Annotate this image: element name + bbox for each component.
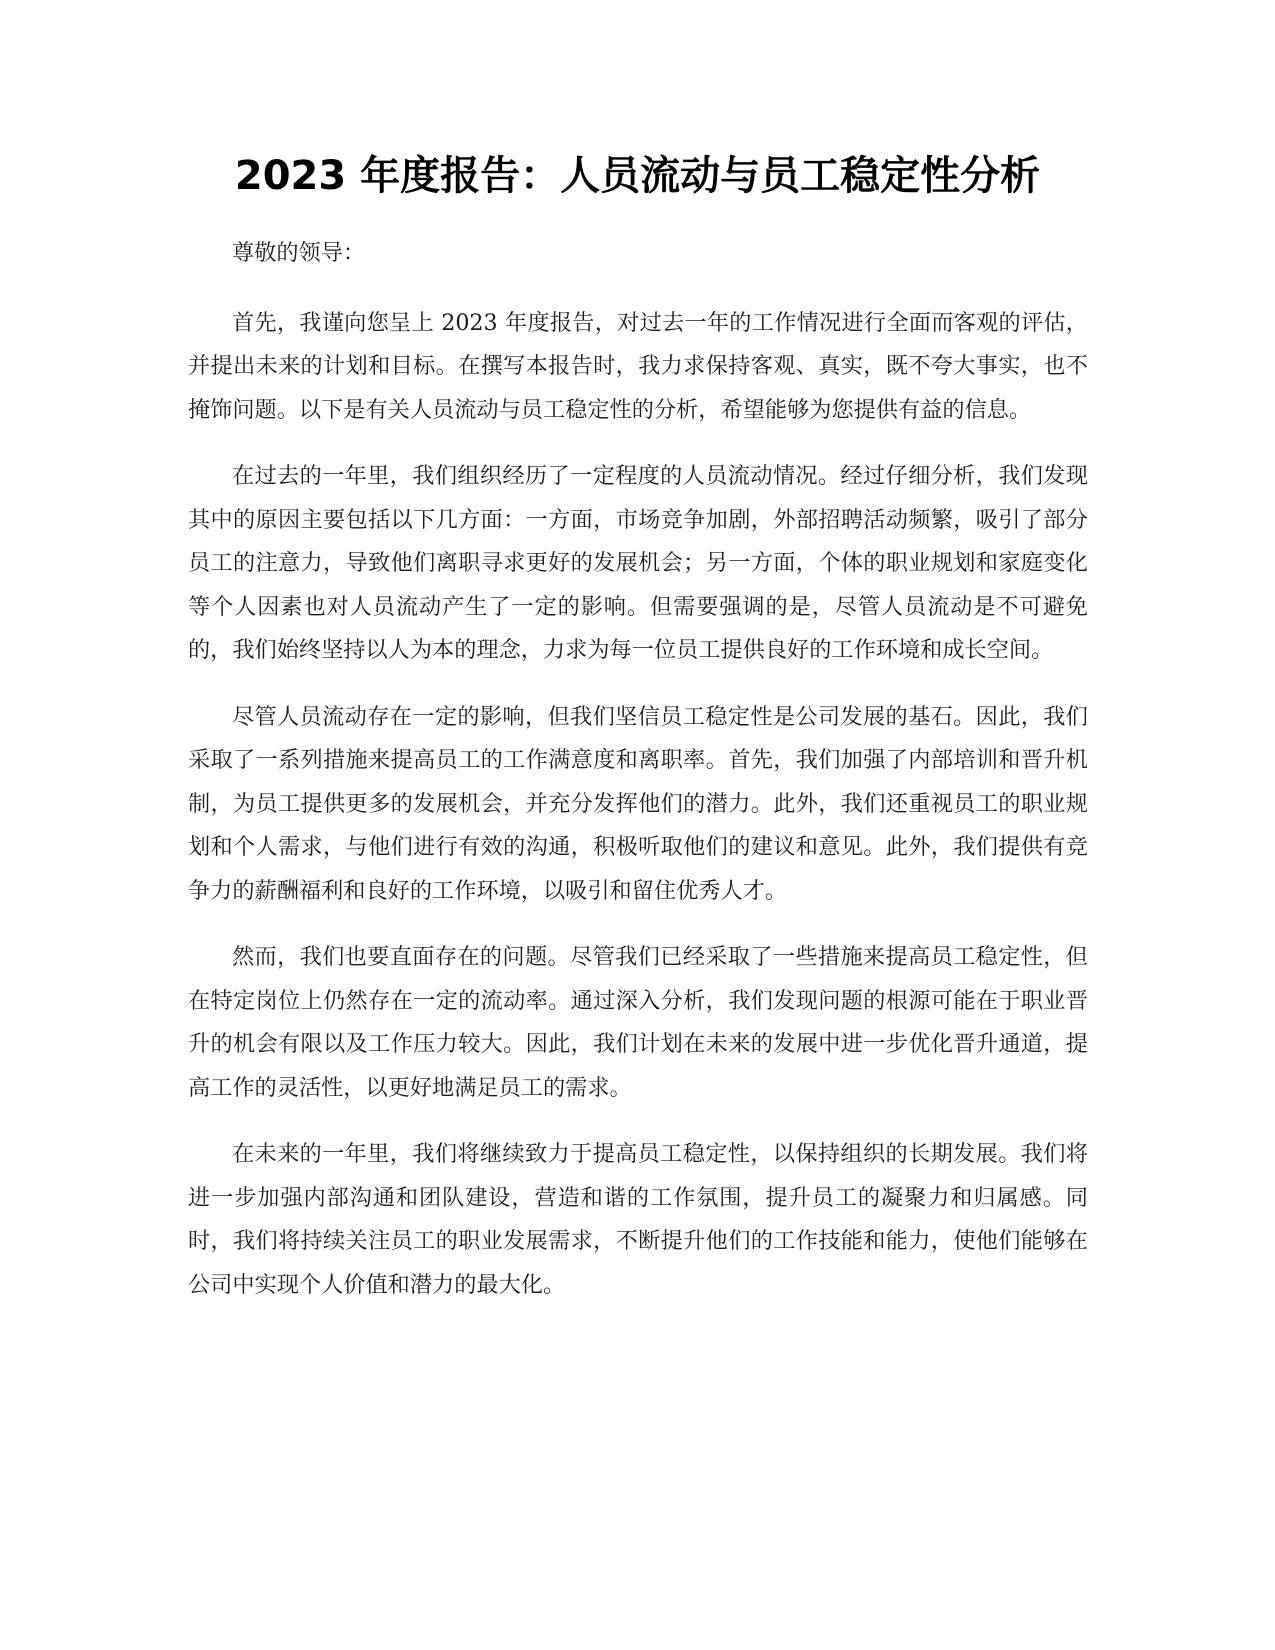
document-title: 2023 年度报告：人员流动与员工稳定性分析 (234, 153, 1041, 199)
paragraph-intro: 首先，我谨向您呈上 2023 年度报告，对过去一年的工作情况进行全面而客观的评估，并提出未来的计划和目标。在撰写本报告时，我力求保持客观、真实，既不夸大事实，也不掩饰问题。以下是有关人员流动与员工稳定性的分析，希望能够为您提供有益的信息。 (188, 309, 1088, 423)
greeting-line: 尊敬的领导： (232, 240, 366, 266)
document-body (188, 232, 1088, 1330)
paragraph-turnover-causes: 在过去的一年里，我们组织经历了一定程度的人员流动情况。经过仔细分析，我们发现其中的原因主要包括以下几方面：一方面，市场竞争加剧，外部招聘活动频繁，吸引了部分员工的注意力，导致他们离职寻求更好的发展机会；另一方面，个体的职业规划和家庭变化等个人因素也对人员流动产生了一定的影响。但需要强调的是，尽管人员流动是不可避免的，我们始终坚持以人为本的理念，力求为每一位员工提供良好的工作环境和成长空间。 (188, 463, 1088, 663)
paragraph-future-plans: 在未来的一年里，我们将继续致力于提高员工稳定性，以保持组织的长期发展。我们将进一步加强内部沟通和团队建设，营造和谐的工作氛围，提升员工的凝聚力和归属感。同时，我们将持续关注员工的职业发展需求，不断提升他们的工作技能和能力，使他们能够在公司中实现个人价值和潜力的最大化。 (188, 1141, 1088, 1298)
paragraph-problems: 然而，我们也要直面存在的问题。尽管我们已经采取了一些措施来提高员工稳定性，但在特定岗位上仍然存在一定的流动率。通过深入分析，我们发现问题的根源可能在于职业晋升的机会有限以及工作压力较大。因此，我们计划在未来的发展中进一步优化晋升通道，提高工作的灵活性，以更好地满足员工的需求。 (188, 944, 1088, 1101)
paragraph-stability-measures: 尽管人员流动存在一定的影响，但我们坚信员工稳定性是公司发展的基石。因此，我们采取了一系列措施来提高员工的工作满意度和离职率。首先，我们加强了内部培训和晋升机制，为员工提供更多的发展机会，并充分发挥他们的潜力。此外，我们还重视员工的职业规划和个人需求，与他们进行有效的沟通，积极听取他们的建议和意见。此外，我们提供有竞争力的薪酬福利和良好的工作环境，以吸引和留住优秀人才。 (188, 703, 1088, 904)
